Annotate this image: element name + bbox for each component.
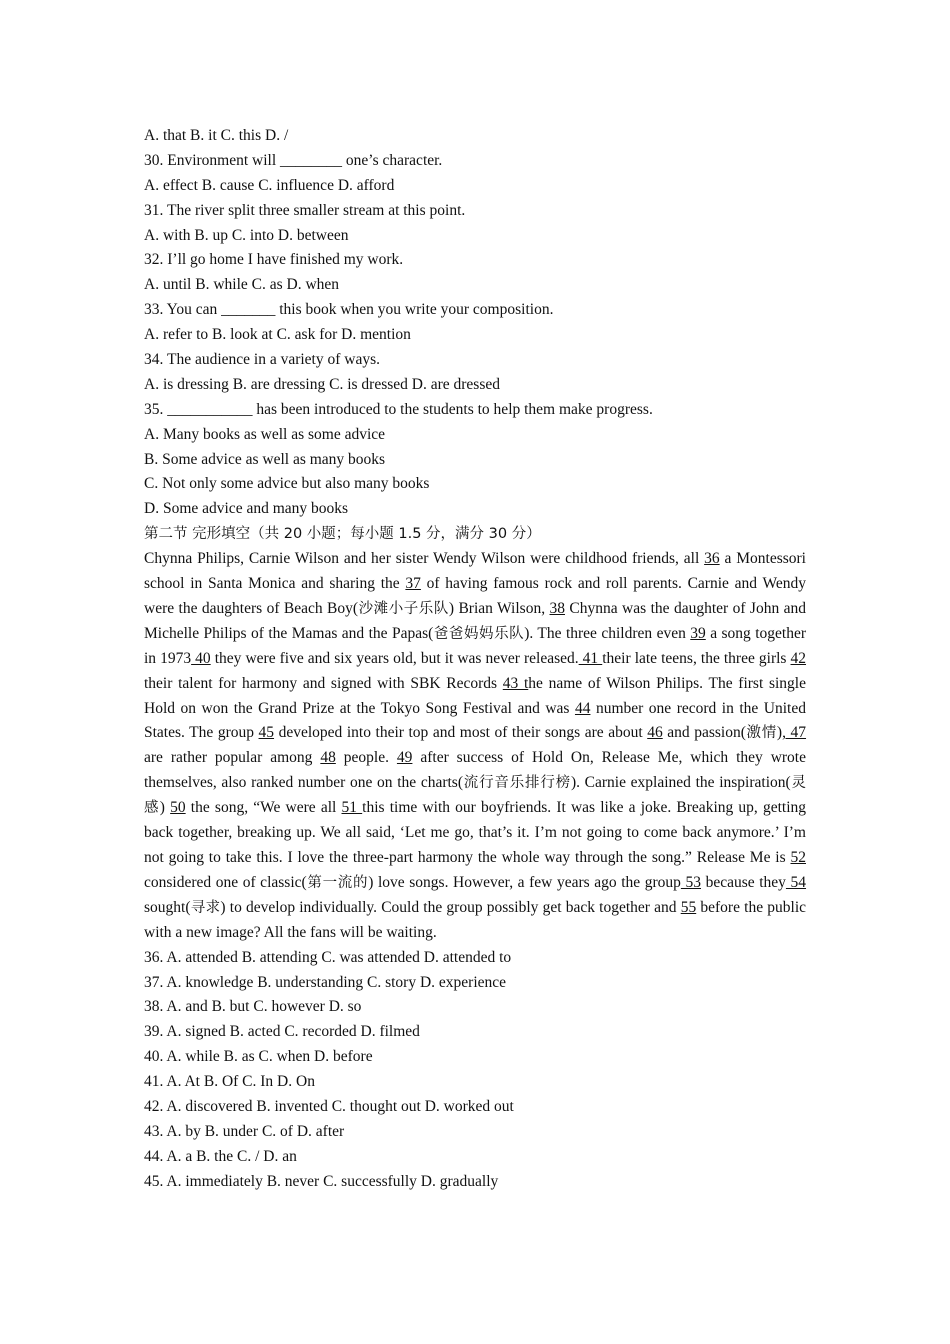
passage-text: because they (701, 873, 786, 891)
passage-text: ). Carnie explained the inspiration( (570, 774, 791, 792)
passage-text: are rather popular among (144, 749, 321, 767)
section-heading: 第二节 完形填空（共 20 小题；每小题 1.5 分，满分 30 分） (144, 526, 541, 543)
blank-number: 48 (320, 749, 336, 767)
blank-number: 44 (574, 699, 591, 717)
passage-text: their talent for harmony and signed with SBK Records (144, 674, 503, 692)
blank-number: 38 (549, 599, 565, 617)
chinese-gloss: 爸爸妈妈乐队 (433, 625, 525, 642)
question-line: 34. The audience in a variety of ways. (144, 351, 381, 369)
question-line: 33. You can _______ this book when you write your composition. (144, 301, 554, 319)
passage-text: a song together in 1973 (144, 624, 807, 667)
question-line: C. Not only some advice but also many books (144, 475, 430, 493)
question-line: 30. Environment will ________ one’s character. (144, 151, 443, 169)
passage-text: Chynna Philips, Carnie Wilson and her sister Wendy Wilson were childhood friends, all (144, 550, 705, 568)
question-line: B. Some advice as well as many books (144, 450, 386, 468)
question-line: D. Some advice and many books (144, 500, 349, 518)
passage-text: ). The three children even (524, 624, 691, 642)
question-line: A. that B. it C. this D. / (144, 127, 289, 144)
pre-question-list (144, 124, 806, 522)
blank-number: 50 (170, 799, 186, 817)
question-line: A. Many books as well as some advice (144, 425, 386, 443)
passage-text: considered one of classic( (144, 873, 307, 891)
blank-number: 40 (191, 649, 211, 667)
option-line: 38. A. and B. but C. however D. so (144, 998, 362, 1016)
passage-text: developed into their top and most of their songs are about (274, 724, 648, 742)
passage-text: ) (159, 799, 171, 817)
blank-number: 46 (647, 724, 663, 742)
cloze-options-list (144, 946, 806, 1195)
option-line: 45. A. immediately B. never C. successfully D. gradually (144, 1172, 499, 1190)
option-line: 36. A. attended B. attending C. was attended D. attended to (144, 948, 512, 966)
option-line: 37. A. knowledge B. understanding C. story D. experience (144, 973, 507, 991)
blank-number: 36 (704, 550, 720, 568)
blank-number: , 47 (782, 724, 807, 742)
passage-text: of having famous rock and roll parents. Carnie and Wendy were the daughters of Beach Boy( (144, 575, 806, 617)
blank-number: 41 (578, 649, 603, 667)
blank-number: 49 (396, 749, 413, 767)
question-line: 31. The river split three smaller stream at this point. (144, 201, 466, 219)
option-line: 41. A. At B. Of C. In D. On (144, 1073, 315, 1091)
blank-number: 45 (258, 724, 275, 742)
chinese-gloss: 沙滩小子乐队 (358, 600, 449, 617)
question-line: A. with B. up C. into D. between (144, 226, 349, 244)
option-line: 42. A. discovered B. invented C. thought out D. worked out (144, 1097, 514, 1115)
option-line: 44. A. a B. the C. / D. an (144, 1147, 297, 1165)
blank-number: 42 (790, 649, 807, 667)
question-line: A. until B. while C. as D. when (144, 276, 340, 294)
document-page (144, 124, 806, 1195)
passage-text: Chynna was the daughter of John and Michelle Philips of the Mamas and the Papas( (144, 599, 807, 642)
blank-number: 37 (405, 575, 421, 593)
passage-text: people. (335, 749, 397, 767)
cloze-passage (144, 547, 806, 946)
passage-text: sought( (144, 898, 191, 916)
chinese-gloss: 寻求 (190, 899, 221, 916)
chinese-gloss: 第一流的 (306, 874, 369, 891)
blank-number: 55 (680, 898, 697, 916)
passage-text: they were five and six years old, but it was never released. (210, 649, 579, 667)
chinese-gloss: 激情 (745, 725, 777, 742)
option-line: 43. A. by B. under C. of D. after (144, 1122, 345, 1140)
passage-text: and passion( (662, 724, 746, 742)
passage-text: ) (776, 724, 783, 742)
passage-text: ) Brian Wilson, (448, 599, 550, 617)
question-line: A. is dressing B. are dressing C. is dressed D. are dressed (144, 375, 501, 393)
question-line: 32. I’ll go home I have finished my work. (144, 251, 404, 269)
passage-text: number one record in the United States. The group (144, 699, 806, 742)
question-line: 35. ___________ has been introduced to the students to help them make progress. (144, 400, 653, 418)
passage-text: after success of Hold On, Release Me, which they wrote themselves, also ranked number one on the charts( (144, 749, 806, 792)
blank-number: 53 (680, 873, 701, 891)
chinese-gloss: 流行音乐排行榜 (463, 775, 571, 792)
passage-text: the song, “We were all (185, 799, 342, 817)
blank-number: 52 (790, 849, 806, 867)
passage-text: this time with our boyfriends. It was like a joke. Breaking up, getting back together, breaking up. We all said, ‘Let me go, that’s it. I’m not going to come back anymore.’ I’m not going to take this. I love the three-part harmony the whole way through the song.” Release Me is (144, 799, 807, 867)
blank-number: 51 (341, 799, 363, 817)
option-line: 39. A. signed B. acted C. recorded D. filmed (144, 1023, 420, 1041)
blank-number: 39 (690, 624, 706, 642)
blank-number: 54 (785, 873, 807, 891)
question-line: A. refer to B. look at C. ask for D. mention (144, 326, 411, 344)
passage-text: ) love songs. However, a few years ago the group (368, 873, 681, 891)
chinese-gloss: 灵感 (144, 775, 806, 817)
option-line: 40. A. while B. as C. when D. before (144, 1048, 373, 1066)
passage-text: a Montessori school in Santa Monica and sharing the (144, 550, 806, 593)
passage-text: ) to develop individually. Could the group possibly get back together and (220, 898, 681, 916)
passage-text: he name of Wilson Philips. The first single Hold on won the Grand Prize at the Tokyo Song Festival and was (144, 674, 806, 717)
passage-text: before the public with a new image? All the fans will be waiting. (144, 898, 807, 941)
blank-number: 43 t (502, 674, 529, 692)
passage-text: their late teens, the three girls (602, 649, 791, 667)
question-line: A. effect B. cause C. influence D. afford (144, 176, 395, 194)
